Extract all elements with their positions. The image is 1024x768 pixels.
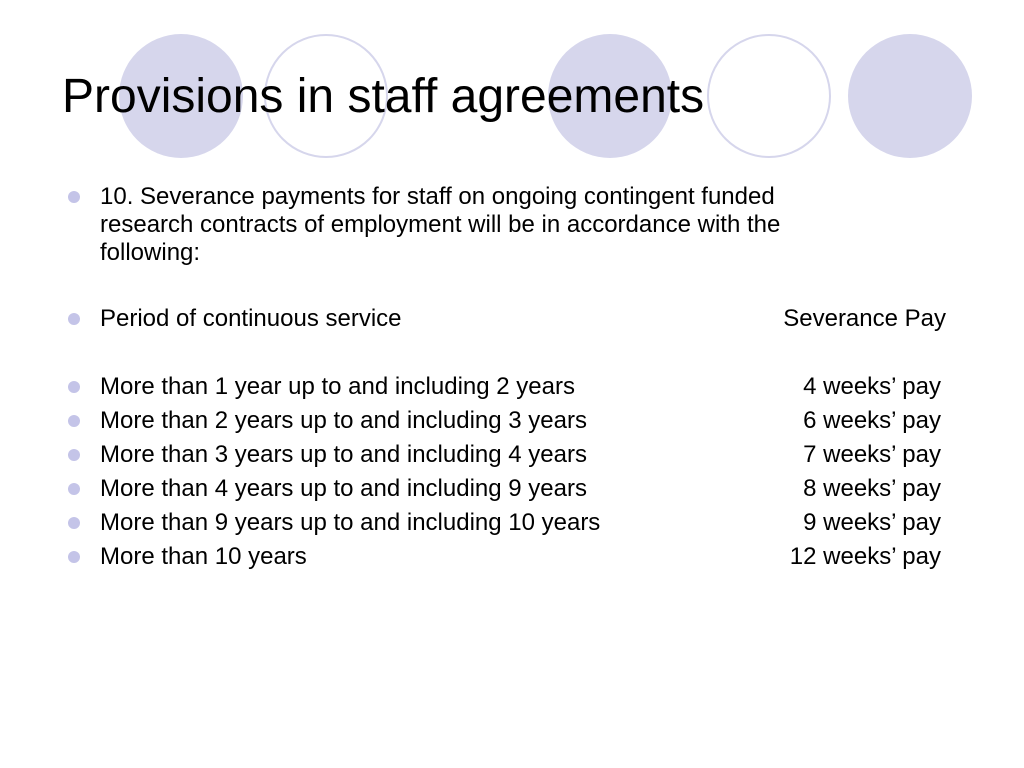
- intro-line: following:: [100, 239, 201, 266]
- row-period: More than 1 year up to and including 2 years: [100, 373, 575, 400]
- row-pay: 6 weeks’ pay: [803, 407, 941, 434]
- bullet-icon: [68, 517, 80, 529]
- row-period: More than 9 years up to and including 10 years: [100, 509, 601, 536]
- slide-title: Provisions in staff agreements: [62, 70, 705, 123]
- intro-paragraph: [100, 183, 950, 267]
- row-period: More than 4 years up to and including 9 years: [100, 475, 587, 502]
- row-pay: 12 weeks’ pay: [789, 543, 941, 570]
- row-period: More than 3 years up to and including 4 years: [100, 441, 587, 468]
- row-pay: 4 weeks’ pay: [803, 373, 941, 400]
- bullet-icon: [68, 483, 80, 495]
- intro-line: 10. Severance payments for staff on ongoing contingent funded: [100, 183, 775, 210]
- row-period: More than 10 years: [100, 543, 307, 570]
- row-period: More than 2 years up to and including 3 years: [100, 407, 587, 434]
- intro-line: research contracts of employment will be in accordance with the: [100, 211, 781, 238]
- row-pay: 9 weeks’ pay: [803, 509, 941, 536]
- bullet-icon: [68, 551, 80, 563]
- header-pay: Severance Pay: [783, 305, 946, 332]
- decorative-circle-filled: [848, 34, 972, 158]
- row-pay: 7 weeks’ pay: [803, 441, 941, 468]
- row-pay: 8 weeks’ pay: [803, 475, 941, 502]
- bullet-icon: [68, 191, 80, 203]
- header-period: Period of continuous service: [100, 305, 402, 332]
- bullet-icon: [68, 449, 80, 461]
- bullet-icon: [68, 415, 80, 427]
- decorative-circle-outline: [707, 34, 831, 158]
- bullet-icon: [68, 313, 80, 325]
- bullet-icon: [68, 381, 80, 393]
